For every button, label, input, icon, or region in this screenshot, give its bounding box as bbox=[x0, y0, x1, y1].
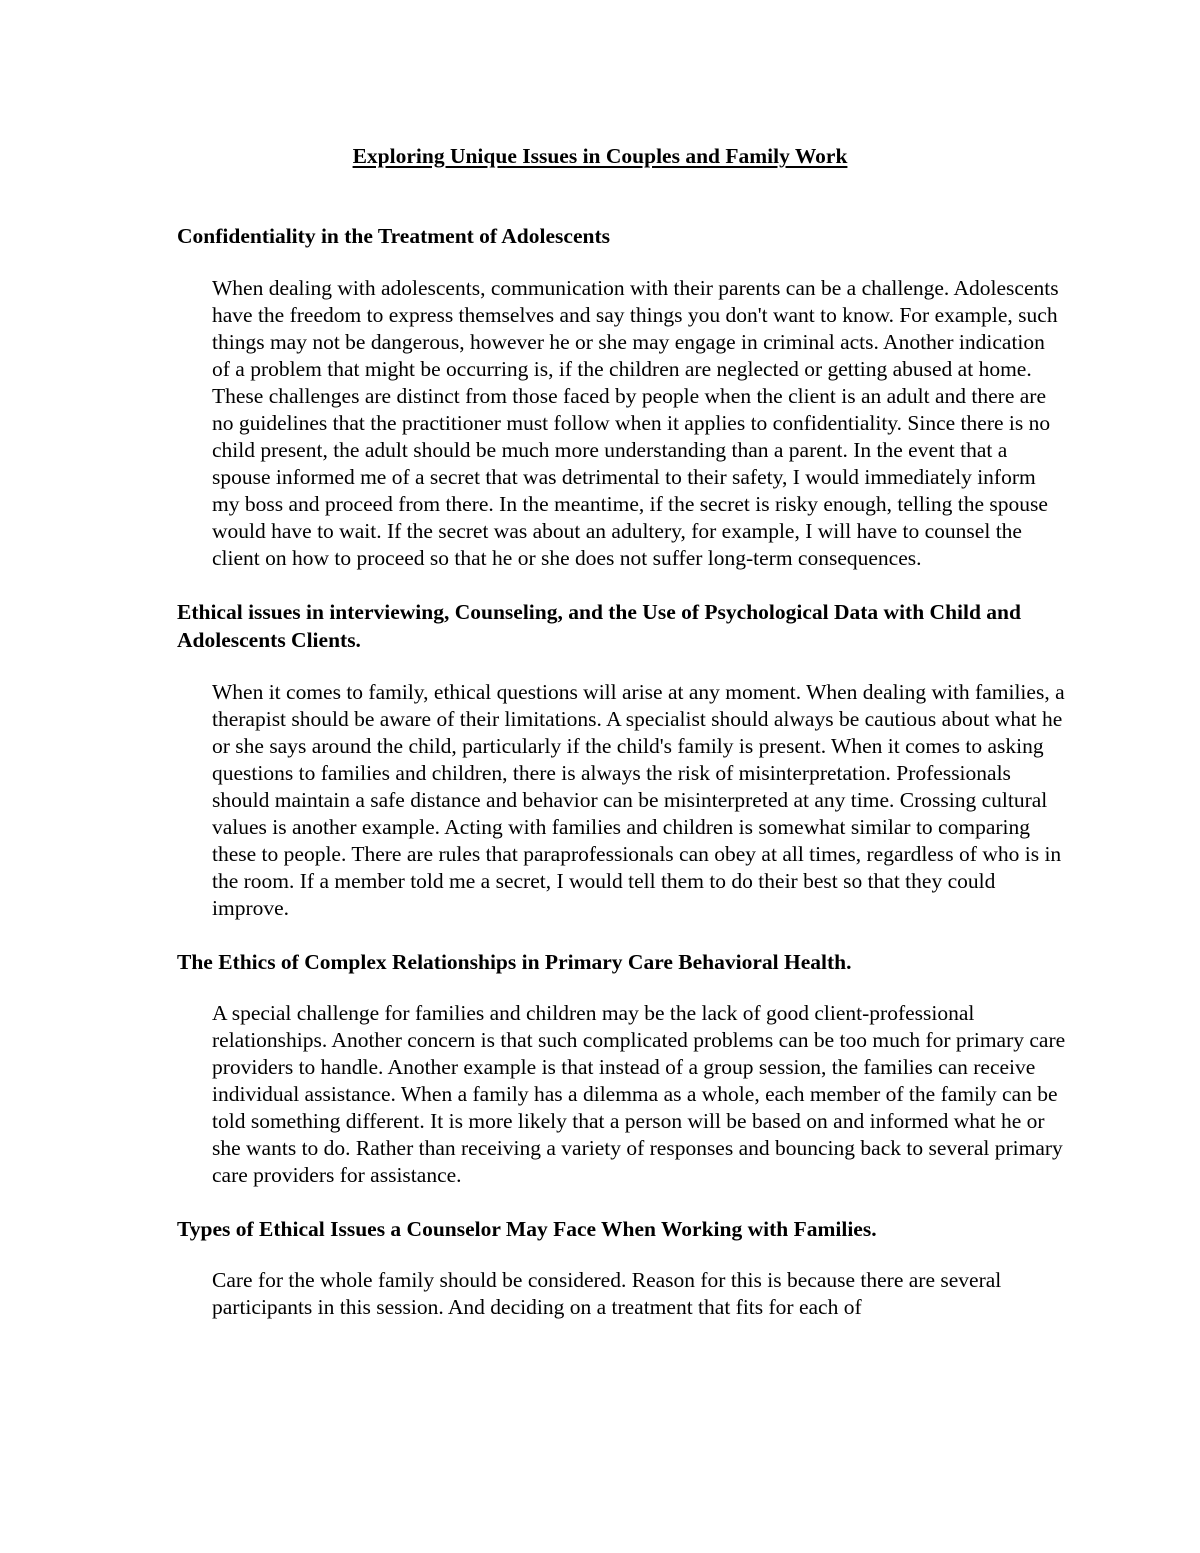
section-body-ethical-issues-interviewing: When it comes to family, ethical questions will arise at any moment. When dealing with families, a therapist should be aware of their limitations. A specialist should always be cautious about what he or she says around the child, particularly if the child's family is present. When it comes to asking questions to families and children, there is always the risk of misinterpretation. Professionals should maintain a safe distance and behavior can be misinterpreted at any time. Crossing cultural values is another example. Acting with families and children is somewhat similar to comparing these to people. There are rules that paraprofessionals can obey at all times, regardless of who is in the room. If a member told me a secret, I would tell them to do their best so that they could improve. bbox=[212, 680, 1065, 920]
document-title: Exploring Unique Issues in Couples and Family Work bbox=[352, 144, 848, 168]
section-heading-complex-relationships: The Ethics of Complex Relationships in Primary Care Behavioral Health. bbox=[177, 950, 852, 974]
section-heading-confidentiality: Confidentiality in the Treatment of Adolescents bbox=[177, 224, 610, 248]
section-heading-types-of-ethical-issues: Types of Ethical Issues a Counselor May Face When Working with Families. bbox=[177, 1217, 877, 1241]
section-body-complex-relationships: A special challenge for families and children may be the lack of good client-professional relationships. Another concern is that such complicated problems can be too much for primary care providers to handle. Another example is that instead of a group session, the families can receive individual assistance. When a family has a dilemma as a whole, each member of the family can be told something different. It is more likely that a person will be based on and informed what he or she wants to do. Rather than receiving a variety of responses and bouncing back to several primary care providers for assistance. bbox=[212, 1001, 1066, 1187]
document-content bbox=[177, 222, 1067, 1321]
section-body-types-of-ethical-issues: Care for the whole family should be considered. Reason for this is because there are several participants in this session. And deciding on a treatment that fits for each of bbox=[212, 1268, 1002, 1319]
section-heading-ethical-issues-interviewing: Ethical issues in interviewing, Counseling, and the Use of Psychological Data with Child and Adolescents Clients. bbox=[177, 600, 1021, 652]
section-body-confidentiality: When dealing with adolescents, communication with their parents can be a challenge. Adolescents have the freedom to express themselves and say things you don't want to know. For example, such things may not be dangerous, however he or she may engage in criminal acts. Another indication of a problem that might be occurring is, if the children are neglected or getting abused at home. These challenges are distinct from those faced by people when the client is an adult and there are no guidelines that the practitioner must follow when it applies to confidentiality. Since there is no child present, the adult should be much more understanding than a parent. In the event that a spouse informed me of a secret that was detrimental to their safety, I would immediately inform my boss and proceed from there. In the meantime, if the secret is risky enough, telling the spouse would have to wait. If the secret was about an adultery, for example, I will have to counsel the client on how to proceed so that he or she does not suffer long-term consequences. bbox=[212, 276, 1059, 570]
